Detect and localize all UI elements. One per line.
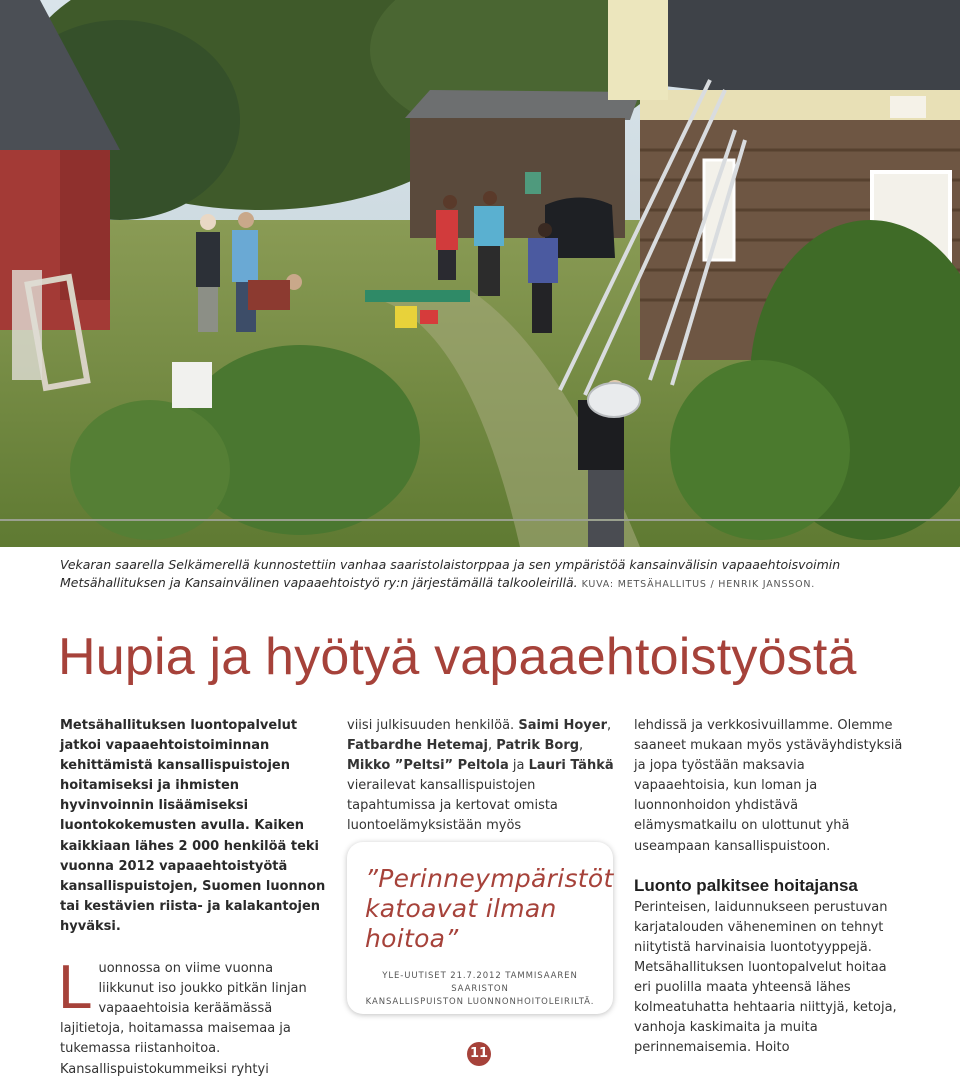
caption-credit: KUVA: METSÄHALLITUS / HENRIK JANSSON. [581, 579, 816, 590]
name-separator: , [606, 718, 612, 733]
person-name: Mikko ”Peltsi” Peltola [347, 758, 509, 774]
column2-rest: vierailevat kansallispuistojen tapahtumissa ja kertovat omista luontoelämyksistään myös [347, 778, 558, 834]
photo-caption [60, 556, 910, 594]
article-column-1 [60, 716, 328, 1080]
name-separator: , [488, 738, 497, 754]
column3-paragraph-2: Perinteisen, laidunnukseen perustuvan karjatalouden väheneminen on tehnyt niitytistä harvinaisia luontotyyppejä. Metsähallituksen luontopalvelut hoitaa eri puolilla maata yhteensä lähes kolmeatuhatta hehtaaria niittyjä, ketoja, vanhoja kaskimaita ja muita perinnemaisemia. Hoito [634, 899, 897, 1056]
caption-text: Vekaran saarella Selkämerellä kunnostettiin vanhaa saaristolaistorppaa ja sen ympäristöä kansainvälisin vapaaehtoisvoimin Metsähallituksen ja Kansainvälinen vapaaehtoistyö ry:n järjestämällä talkooleirillä. [60, 557, 841, 590]
person-name: Patrik Borg [496, 738, 580, 754]
column3-paragraph-1: lehdissä ja verkkosivuillamme. Olemme saaneet mukaan myös ystäväyhdistyksiä ja jopa työstään maksavia vapaaehtoisia, kun loman ja luonnonhoidon yhdistävä elämysmatkailu on ulottunut yhä useampaan kansallispuistoon. [634, 718, 903, 854]
quote-source-line-2: KANSALLISPUISTON LUONNONHOITOLEIRILTÄ. [365, 997, 595, 1007]
drop-cap: L [58, 953, 93, 1023]
pull-quote-source [357, 970, 603, 1009]
column2-intro: viisi julkisuuden henkilöä. [347, 718, 515, 733]
page-number-badge: 11 [467, 1042, 491, 1066]
person-name: Lauri Tähkä [528, 758, 614, 774]
quote-source-line-1: YLE-UUTISET 21.7.2012 TAMMISAAREN SAARISTON [382, 971, 578, 994]
lead-paragraph: Metsähallituksen luontopalvelut jatkoi vapaaehtoistoiminnan kehittämistä kansallispuistojen hoitamiseksi ja ihmisten hyvinvoinnin lisäämiseksi luontokokemusten avulla. Kaiken kaikkiaan lähes 2 000 henkilöä teki vuonna 2012 vapaaehtoistyötä kansallispuistojen, Suomen luonnon tai kestävien riista- ja kalakantojen hyväksi. [60, 718, 326, 934]
page-title: Hupia ja hyötyä vapaaehtoistyöstä [58, 628, 857, 686]
person-name: Saimi Hoyer [518, 718, 607, 733]
pull-quote-box [347, 842, 613, 1014]
name-separator: ja [508, 758, 529, 774]
article-column-3 [634, 716, 904, 1058]
pull-quote: ”Perinneympäristöt katoavat ilman hoitoa” [365, 864, 614, 953]
article-column-2 [347, 716, 615, 837]
name-separator: , [579, 738, 584, 754]
section-subheading: Luonto palkitsee hoitajansa [634, 875, 858, 895]
person-name: Fatbardhe Hetemaj [347, 738, 489, 754]
body-paragraph-text: uonnossa on viime vuonna liikkunut iso joukko pitkän linjan vapaaehtoisia keräämässä lajitietoja, hoitamassa maisemaa ja tukemassa riistanhoitoa. Kansallispuistokummeiksi ryhtyi [60, 961, 307, 1077]
body-paragraph [58, 953, 328, 1080]
